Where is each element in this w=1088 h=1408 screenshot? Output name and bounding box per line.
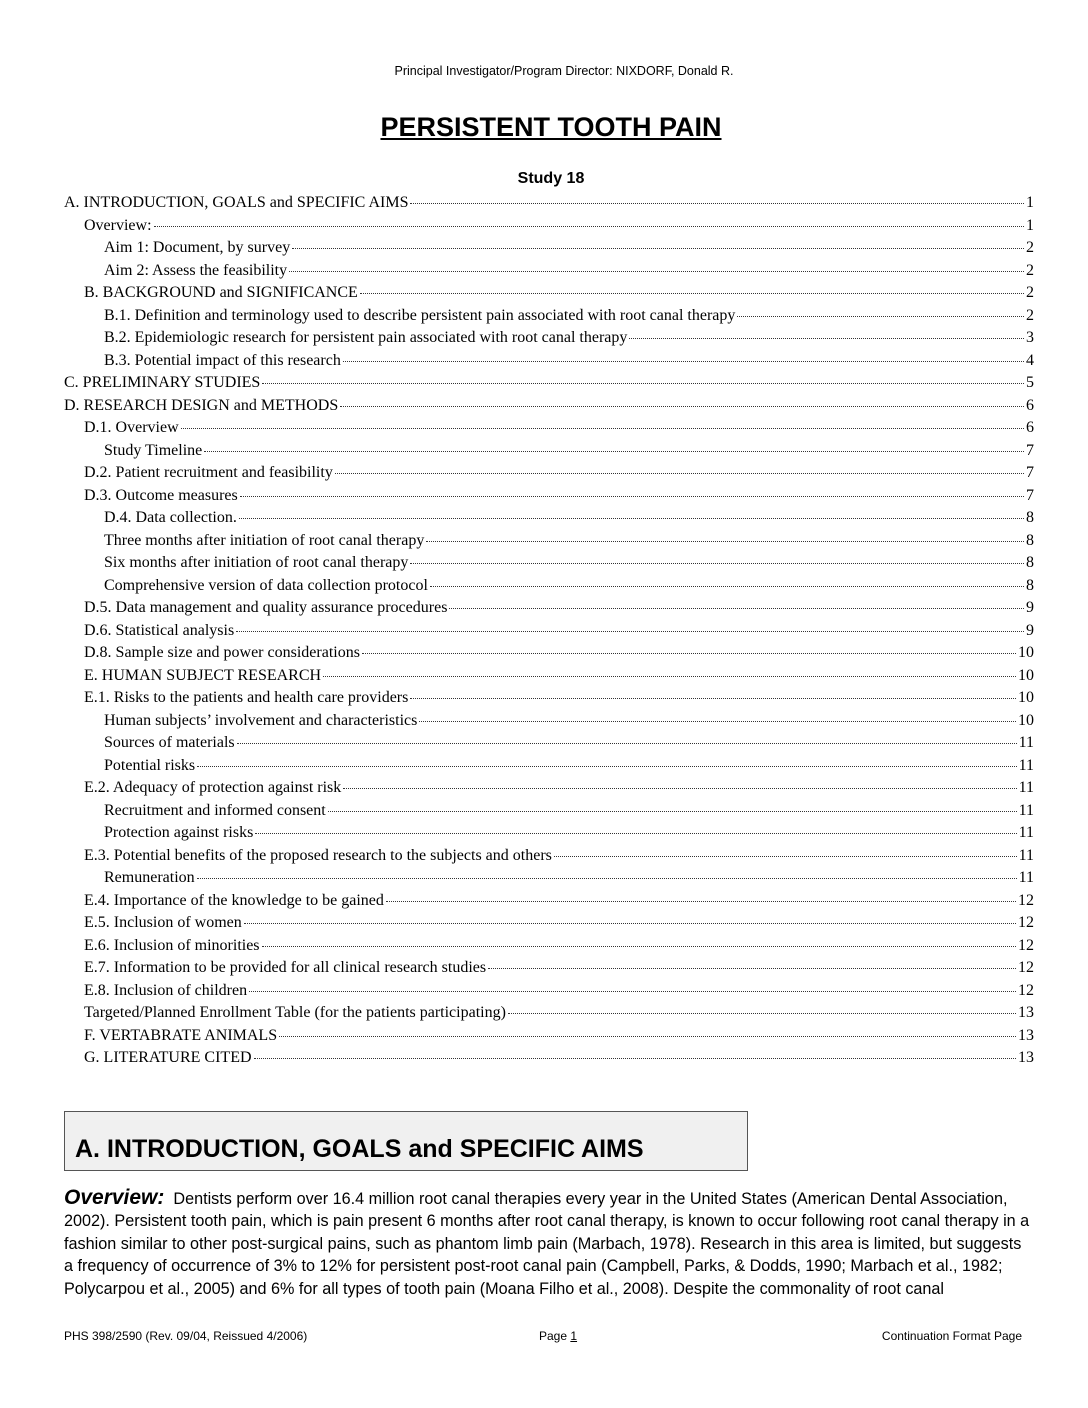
toc-entry-label: D.5. Data management and quality assurance procedures [84,599,448,616]
toc-dot-leader [323,676,1016,677]
investigator-header: Principal Investigator/Program Director: NIXDORF, Donald R. [394,64,734,78]
toc-entry-label: E.6. Inclusion of minorities [84,936,260,954]
toc-entry[interactable] [64,867,1034,890]
toc-entry-page: 4 [1026,351,1034,369]
toc-entry-label: Comprehensive version of data collection protocol [104,576,428,594]
toc-entry-label: G. LITERATURE CITED [84,1049,252,1066]
toc-dot-leader [410,563,1024,564]
toc-entry-page: 12 [1018,959,1034,976]
toc-entry-page: 2 [1026,261,1034,279]
toc-dot-leader [237,743,1017,744]
toc-entry-page: 7 [1026,464,1034,481]
toc-entry-label: Human subjects’ involvement and characteristics [104,711,418,729]
toc-entry-label: D.4. Data collection. [104,509,237,526]
toc-dot-leader [197,766,1016,767]
toc-entry[interactable] [64,980,1034,1003]
toc-entry-page: 12 [1018,891,1034,909]
toc-dot-leader [249,991,1016,992]
toc-entry-label: D.1. Overview [84,419,179,436]
toc-entry-label: Recruitment and informed consent [104,801,326,819]
toc-dot-leader [279,1036,1016,1037]
toc-entry-page: 12 [1018,914,1034,931]
page-footer [64,1329,1022,1345]
toc-entry-label: D.8. Sample size and power considerations [84,644,360,661]
toc-entry-page: 10 [1018,711,1034,729]
toc-entry-label: D. RESEARCH DESIGN and METHODS [64,396,339,414]
toc-dot-leader [292,248,1024,249]
toc-entry-page: 8 [1026,554,1034,571]
toc-dot-leader [508,1013,1016,1014]
toc-entry-page: 11 [1018,824,1034,841]
section-a-heading-box [64,1111,748,1171]
toc-dot-leader [343,788,1016,789]
toc-entry-label: E. HUMAN SUBJECT RESEARCH [84,666,322,684]
toc-entry-page: 11 [1018,779,1034,796]
toc-entry[interactable] [64,305,1034,328]
toc-entry[interactable] [64,777,1034,800]
toc-entry-page: 10 [1018,689,1034,706]
toc-entry-page: 11 [1018,756,1034,774]
toc-entry-label: D.3. Outcome measures [84,486,238,504]
toc-entry-page: 11 [1018,734,1034,751]
toc-dot-leader [362,653,1016,654]
toc-entry-label: E.8. Inclusion of children [84,981,248,999]
section-a-heading: A. INTRODUCTION, GOALS and SPECIFIC AIMS [75,1135,644,1163]
toc-entry-page: 6 [1026,396,1034,414]
toc-entry-page: 13 [1018,1004,1034,1021]
toc-entry[interactable] [64,1002,1034,1025]
footer-page-prefix: Page [539,1329,571,1343]
toc-entry-label: Aim 1: Document, by survey [104,239,291,256]
toc-entry-page: 2 [1026,284,1034,301]
toc-dot-leader [340,406,1024,407]
toc-dot-leader [360,293,1024,294]
toc-entry[interactable] [64,372,1034,395]
toc-entry-page: 6 [1026,419,1034,436]
toc-entry-page: 11 [1018,869,1034,886]
toc-entry[interactable] [64,215,1034,238]
toc-entry-page: 1 [1026,216,1034,234]
toc-dot-leader [737,316,1024,317]
toc-dot-leader [204,451,1024,452]
toc-entry[interactable] [64,575,1034,598]
toc-dot-leader [449,608,1024,609]
toc-dot-leader [629,338,1024,339]
toc-entry[interactable] [64,260,1034,283]
footer-page [539,1329,577,1343]
toc-dot-leader [154,226,1024,227]
toc-entry-label: Overview: [84,216,152,234]
toc-entry[interactable] [64,822,1034,845]
toc-dot-leader [488,968,1016,969]
toc-entry-label: Protection against risks [104,824,254,841]
overview-lead: Overview: [64,1186,165,1209]
toc-entry[interactable] [64,912,1034,935]
toc-entry[interactable] [64,800,1034,823]
toc-entry[interactable] [64,845,1034,868]
table-of-contents [64,192,1034,1070]
toc-dot-leader [554,856,1017,857]
toc-entry-label: Three months after initiation of root canal therapy [104,531,425,549]
toc-dot-leader [410,203,1024,204]
toc-entry[interactable] [64,395,1034,418]
toc-entry[interactable] [64,350,1034,373]
toc-dot-leader [254,1058,1016,1059]
toc-entry[interactable] [64,1025,1034,1048]
toc-entry[interactable] [64,552,1034,575]
toc-entry-label: E.5. Inclusion of women [84,914,242,931]
toc-dot-leader [335,473,1024,474]
toc-entry-label: Remuneration [104,869,195,886]
toc-entry[interactable] [64,935,1034,958]
toc-entry[interactable] [64,597,1034,620]
toc-dot-leader [386,901,1016,902]
toc-entry-page: 13 [1018,1026,1034,1044]
toc-entry-page: 3 [1026,329,1034,346]
toc-dot-leader [181,428,1024,429]
toc-entry[interactable] [64,485,1034,508]
toc-entry-label: Study Timeline [104,441,203,459]
toc-entry[interactable] [64,687,1034,710]
toc-entry[interactable] [64,620,1034,643]
toc-entry-page: 8 [1026,509,1034,526]
toc-entry[interactable] [64,327,1034,350]
toc-entry-page: 7 [1026,441,1034,459]
toc-dot-leader [240,496,1024,497]
toc-entry-label: F. VERTABRATE ANIMALS [84,1026,278,1044]
toc-entry-label: A. INTRODUCTION, GOALS and SPECIFIC AIMS [64,194,409,211]
footer-form-id: PHS 398/2590 (Rev. 09/04, Reissued 4/2006) [64,1329,308,1343]
toc-dot-leader [262,383,1024,384]
toc-entry-label: B.1. Definition and terminology used to describe persistent pain associated with root canal therapy [104,306,736,324]
toc-entry[interactable] [64,732,1034,755]
toc-entry-page: 9 [1026,599,1034,616]
toc-entry[interactable] [64,890,1034,913]
toc-entry-label: E.7. Information to be provided for all clinical research studies [84,959,487,976]
toc-entry[interactable] [64,755,1034,778]
overview-paragraph [64,1187,1032,1300]
toc-entry-page: 7 [1026,486,1034,504]
toc-dot-leader [410,698,1016,699]
toc-entry-page: 9 [1026,621,1034,639]
toc-entry-page: 2 [1026,306,1034,324]
toc-dot-leader [255,833,1016,834]
toc-entry-page: 11 [1018,801,1034,819]
toc-entry-label: B.3. Potential impact of this research [104,351,341,369]
toc-entry-page: 2 [1026,239,1034,256]
toc-dot-leader [419,721,1016,722]
toc-dot-leader [426,541,1024,542]
footer-page-number: 1 [570,1329,578,1343]
toc-entry[interactable] [64,642,1034,665]
toc-dot-leader [430,586,1024,587]
toc-entry[interactable] [64,957,1034,980]
toc-entry-label: D.6. Statistical analysis [84,621,235,639]
document-subtitle: Study 18 [517,170,585,187]
toc-dot-leader [236,631,1024,632]
toc-entry-page: 8 [1026,576,1034,594]
toc-entry-label: B.2. Epidemiologic research for persistent pain associated with root canal therapy [104,329,628,346]
document-title: PERSISTENT TOOTH PAIN [380,112,722,142]
toc-entry-label: Targeted/Planned Enrollment Table (for the patients participating) [84,1004,506,1021]
toc-entry-label: E.3. Potential benefits of the proposed research to the subjects and others [84,846,552,864]
toc-entry[interactable] [64,1047,1034,1070]
toc-dot-leader [239,518,1024,519]
toc-entry-label: E.1. Risks to the patients and health care providers [84,689,409,706]
toc-entry-page: 8 [1026,531,1034,549]
toc-entry[interactable] [64,282,1034,305]
toc-dot-leader [343,361,1024,362]
toc-entry[interactable] [64,710,1034,733]
toc-entry-page: 13 [1018,1049,1034,1066]
toc-entry-page: 10 [1018,644,1034,661]
toc-entry-page: 12 [1018,936,1034,954]
toc-entry[interactable] [64,417,1034,440]
toc-dot-leader [328,811,1017,812]
toc-entry-page: 11 [1018,846,1034,864]
toc-entry-label: D.2. Patient recruitment and feasibility [84,464,333,481]
toc-entry[interactable] [64,192,1034,215]
toc-entry-label: E.4. Importance of the knowledge to be gained [84,891,384,909]
toc-dot-leader [262,946,1016,947]
toc-entry-label: E.2. Adequacy of protection against risk [84,779,342,796]
toc-dot-leader [197,878,1017,879]
toc-entry[interactable] [64,440,1034,463]
footer-format-label: Continuation Format Page [881,1329,1022,1343]
toc-entry[interactable] [64,237,1034,260]
toc-entry[interactable] [64,530,1034,553]
toc-entry-page: 5 [1026,374,1034,391]
toc-entry-page: 12 [1018,981,1034,999]
toc-dot-leader [244,923,1016,924]
toc-entry-label: B. BACKGROUND and SIGNIFICANCE [84,284,358,301]
toc-entry-label: C. PRELIMINARY STUDIES [64,374,261,391]
toc-entry-label: Six months after initiation of root canal therapy [104,554,409,571]
toc-dot-leader [289,271,1024,272]
toc-entry-label: Potential risks [104,756,196,774]
toc-entry[interactable] [64,462,1034,485]
overview-text: Dentists perform over 16.4 million root canal therapies every year in the United States (American Dental Association, 2002). Persistent tooth pain, which is pain present 6 months after root canal therapy, is known to occur following root canal therapy in a fashion similar to other post-surgical pains, such as phantom limb pain (Marbach, 1978). Research in this area is limited, but suggests a frequency of occurrence of 3% to 12% for persistent post-root canal pain (Campbell, Parks, & Dodds, 1990; Marbach et al., 1982; Polycarpou et al., 2005) and 6% for all types of tooth pain (Moana Filho et al., 2008). Despite the commonality of root canal [64,1190,1030,1298]
toc-entry[interactable] [64,665,1034,688]
toc-entry-label: Aim 2: Assess the feasibility [104,261,288,279]
toc-entry-label: Sources of materials [104,734,235,751]
toc-entry[interactable] [64,507,1034,530]
toc-entry-page: 10 [1018,666,1034,684]
toc-entry-page: 1 [1026,194,1034,211]
